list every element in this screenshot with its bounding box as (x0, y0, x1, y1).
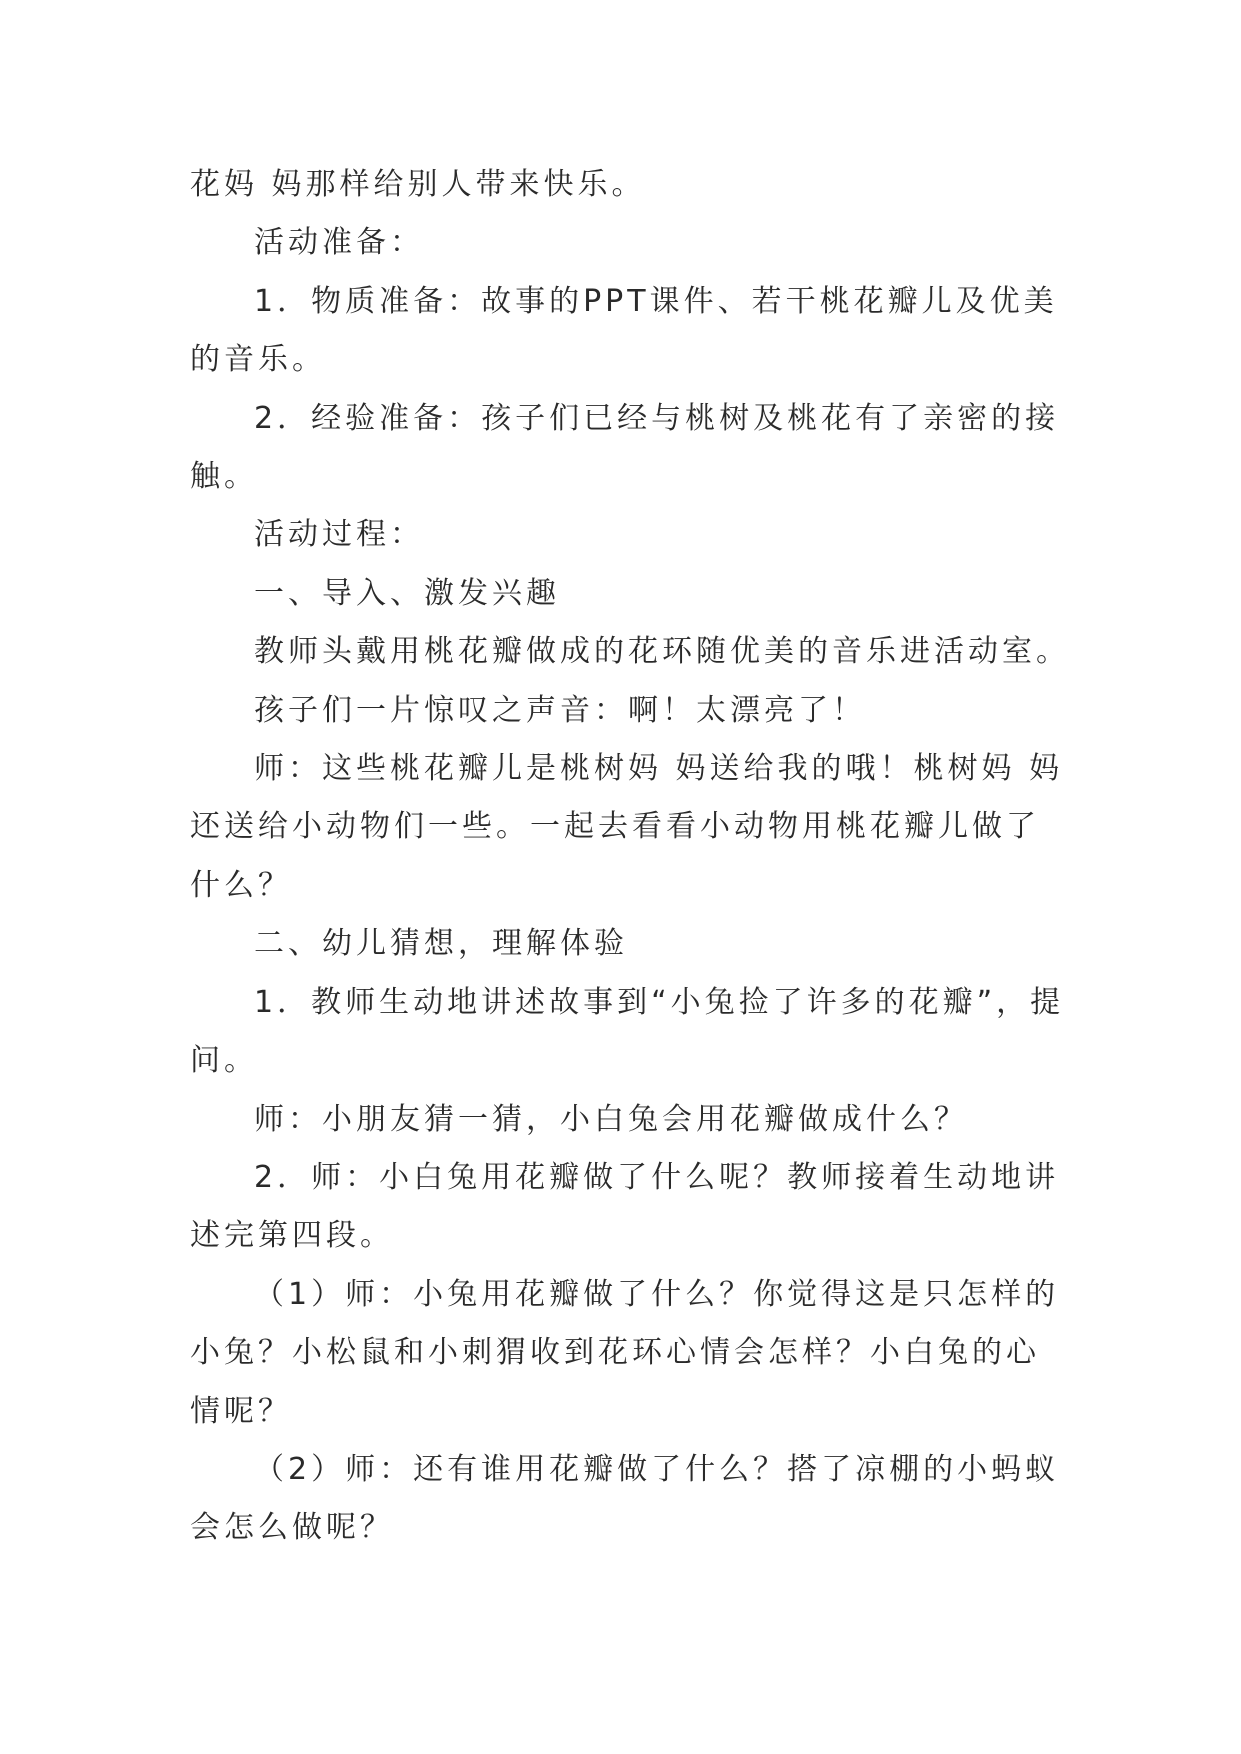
paragraph-children-amazed: 孩子们一片惊叹之声音：啊！太漂亮了！ (254, 692, 866, 728)
paragraph-teacher-speech: 师：这些桃花瓣儿是桃树妈 妈送给我的哦！桃树妈 妈还送给小动物们一些。一起去看看小动物用桃花瓣儿做了什么？ (190, 751, 1064, 903)
document-body (190, 156, 1070, 1558)
heading-section-two: 二、幼儿猜想，理解体验 (254, 926, 628, 962)
paragraph-teacher-question: 师：小朋友猜一猜，小白兔会用花瓣做成什么？ (254, 1101, 968, 1137)
heading-activity-preparation: 活动准备： (254, 225, 424, 261)
paragraph-material-preparation: 1．物质准备：故事的PPT课件、若干桃花瓣儿及优美的音乐。 (190, 283, 1058, 378)
paragraph-step-one: 1．教师生动地讲述故事到“小兔捡了许多的花瓣”，提问。 (190, 984, 1065, 1079)
paragraph-substep-one: （1）师：小兔用花瓣做了什么？你觉得这是只怎样的小兔？小松鼠和小刺猬收到花环心情会怎样？小白兔的心情呢？ (190, 1276, 1060, 1429)
paragraph-experience-preparation: 2．经验准备：孩子们已经与桃树及桃花有了亲密的接触。 (190, 400, 1060, 495)
paragraph-continuation: 花妈 妈那样给别人带来快乐。 (190, 167, 646, 202)
paragraph-teacher-enters: 教师头戴用桃花瓣做成的花环随优美的音乐进活动室。 (254, 634, 1070, 670)
paragraph-step-two: 2．师：小白兔用花瓣做了什么呢？教师接着生动地讲述完第四段。 (190, 1159, 1060, 1254)
paragraph-substep-two: （2）师：还有谁用花瓣做了什么？搭了凉棚的小蚂蚁会怎么做呢？ (190, 1451, 1060, 1546)
heading-section-one: 一、导入、激发兴趣 (254, 575, 560, 611)
heading-activity-process: 活动过程： (254, 517, 424, 553)
